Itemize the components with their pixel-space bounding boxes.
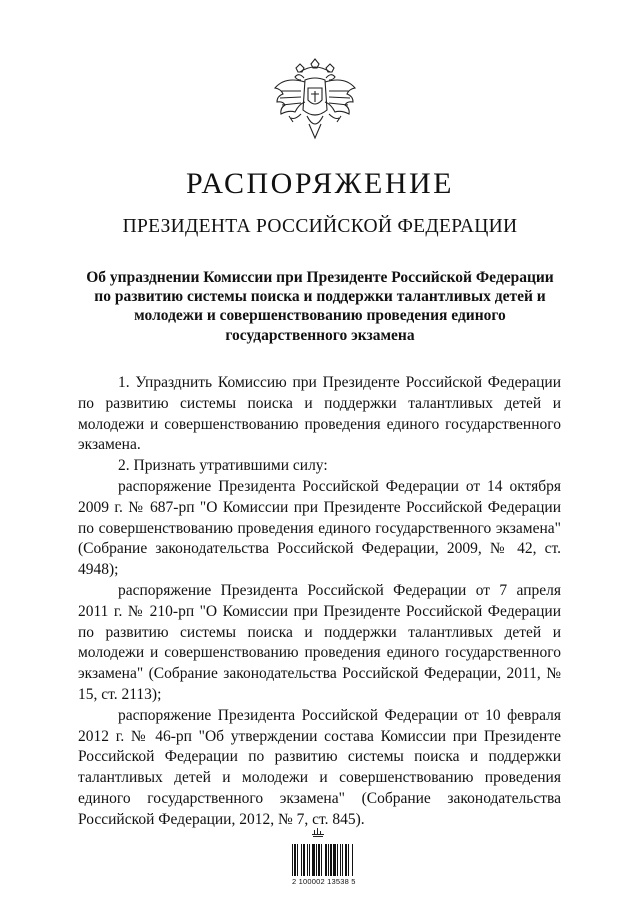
- barcode-bar: [325, 844, 327, 876]
- revoked-order-item-3: распоряжение Президента Российской Федерации от 10 февраля 2012 г. № 46-рп "Об утверждении состава Комиссии при Президенте Российской Федерации по развитию системы поиска и поддержки талантливых детей и молодежи и совершенствованию проведения единого государственного экзамена" (Собрание законодательства Российской Федерации, 2012, № 7, ст. 845).: [78, 706, 561, 828]
- revoked-order-item-2: распоряжение Президента Российской Федерации от 7 апреля 2011 г. № 210-рп "О Комиссии при Президенте Российской Федерации по развитию системы поиска и поддержки талантливых детей и молодежи и совершенствованию проведения единого государственного экзамена" (Собрание законодательства Российской Федерации, 2011, № 15, ст. 2113);: [78, 581, 561, 703]
- coat-of-arms-icon: [271, 58, 359, 144]
- paragraph-point-1: 1. Упразднить Комиссию при Президенте Российской Федерации по развитию системы поиска и поддержки талантливых детей и молодежи и совершенствованию проведения единого государственного экзамена.: [78, 374, 561, 454]
- barcode-bar: [352, 844, 353, 876]
- barcode-bar: [303, 844, 305, 876]
- barcode-bar: [330, 844, 332, 876]
- barcode-bar: [340, 844, 341, 876]
- barcode-bar: [297, 844, 298, 876]
- barcode-number: 2 100002 13538 5: [292, 877, 356, 886]
- barcode-bar: [328, 844, 329, 876]
- barcode-bar: [342, 844, 343, 876]
- registration-mark-icon: [311, 827, 325, 839]
- document-subtitle: ПРЕЗИДЕНТА РОССИЙСКОЙ ФЕДЕРАЦИИ: [122, 216, 518, 237]
- barcode-bar: [333, 844, 336, 876]
- barcode-bar: [294, 844, 296, 876]
- barcode-bar: [301, 844, 302, 876]
- paragraph-point-2: 2. Признать утратившими силу:: [118, 457, 328, 475]
- barcode-bar: [348, 844, 349, 876]
- document-title: РАСПОРЯЖЕНИЕ: [185, 167, 455, 200]
- document-body: [78, 373, 561, 831]
- barcode-bar: [292, 844, 293, 876]
- barcode-bar: [316, 844, 317, 876]
- barcode-bar: [307, 844, 308, 876]
- document-heading: Об упразднении Комиссии при Президенте Российской Федерации по развитию системы поиска и поддержки талантливых детей и молодежи и совершенствованию проведения единого государственного экзамена: [86, 269, 554, 344]
- revoked-order-item-1: распоряжение Президента Российской Федерации от 14 октября 2009 г. № 687-рп "О Комиссии при Президенте Российской Федерации по совершенствованию проведения единого государственного экзамена" (Собрание законодательства Российской Федерации, 2009, № 42, ст. 4948);: [78, 477, 561, 579]
- barcode: [292, 844, 376, 876]
- barcode-bar: [321, 844, 322, 876]
- barcode-bar: [309, 844, 310, 876]
- barcode-block: [292, 826, 376, 886]
- barcode-bar: [337, 844, 338, 876]
- barcode-bar: [345, 844, 347, 876]
- barcode-bar: [312, 844, 315, 876]
- barcode-bar: [318, 844, 320, 876]
